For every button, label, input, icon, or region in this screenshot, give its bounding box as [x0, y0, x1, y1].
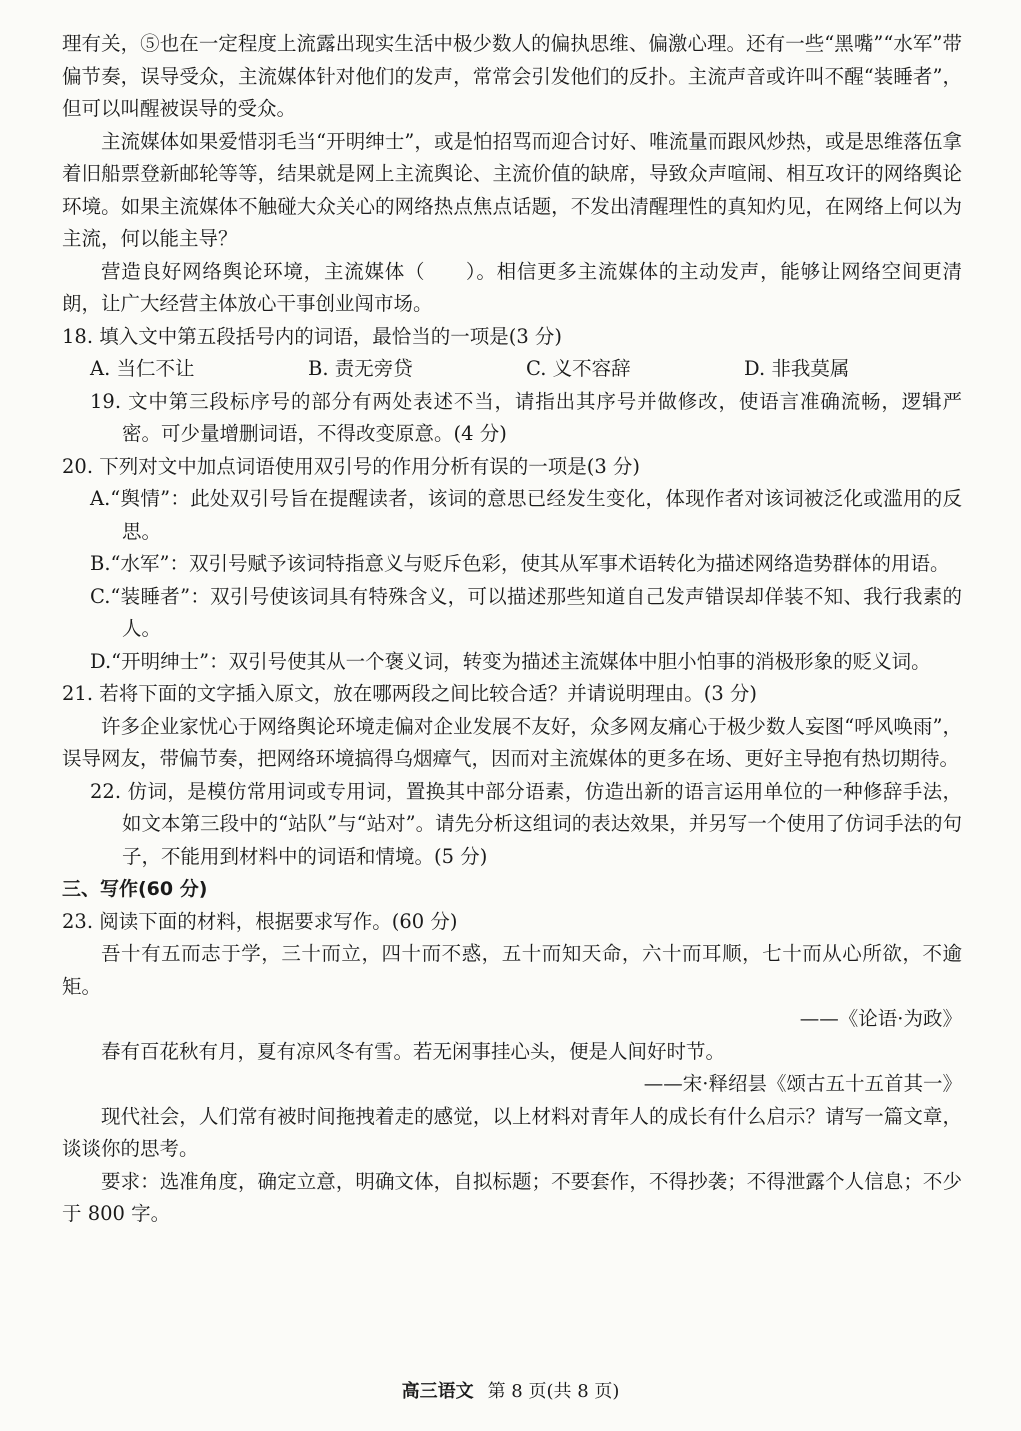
writing-requirements: 要求：选准角度，确定立意，明确文体，自拟标题；不要套作，不得抄袭；不得泄露个人信息；不少于 800 字。	[62, 1169, 962, 1225]
footer-subject: 高三语文	[401, 1381, 474, 1402]
question-20-option-d: D.“开明绅士”：双引号使其从一个褒义词，转变为描述主流媒体中胆小怕事的消极形象的贬义词。	[90, 649, 931, 673]
writing-prompt: 现代社会，人们常有被时间拖拽着走的感觉，以上材料对青年人的成长有什么启示？请写一篇文章，谈谈你的思考。	[62, 1104, 962, 1160]
option-d: D. 非我莫属	[744, 357, 850, 380]
material-source-1: ——《论语·为政》	[799, 1007, 962, 1030]
question-20-option-c: C.“装睡者”：双引号使该词具有特殊含义，可以描述那些知道自己发声错误却佯装不知、我行我素的人。	[90, 584, 962, 640]
option-c: C. 义不容辞	[526, 357, 631, 380]
question-23-stem: 23. 阅读下面的材料，根据要求写作。(60 分)	[62, 909, 458, 933]
question-21-insert-text: 许多企业家忧心于网络舆论环境走偏对企业发展不友好，众多网友痛心于极少数人妄图“呼风唤雨”，误导网友，带偏节奏，把网络环境搞得乌烟瘴气，因而对主流媒体的更多在场、更好主导抱有热切期待。	[62, 714, 962, 770]
question-19-stem: 19. 文中第三段标序号的部分有两处表述不当，请指出其序号并做修改，使语言准确流畅，逻辑严密。可少量增删词语，不得改变原意。(4 分)	[90, 389, 962, 445]
material-source-2: ——宋·释绍昙《颂古五十五首其一》	[643, 1072, 962, 1095]
question-18-stem: 18. 填入文中第五段括号内的词语，最恰当的一项是(3 分)	[62, 324, 563, 348]
page-content	[62, 28, 962, 1231]
option-a: A. 当仁不让	[90, 357, 195, 380]
material-quote-1: 吾十有五而志于学，三十而立，四十而不惑，五十而知天命，六十而耳顺，七十而从心所欲，不逾矩。	[62, 942, 962, 998]
page-footer	[0, 1377, 1021, 1403]
material-quote-2: 春有百花秋有月，夏有凉风冬有雪。若无闲事挂心头，便是人间好时节。	[101, 1039, 726, 1063]
question-22-stem: 22. 仿词，是模仿常用词或专用词，置换其中部分语素，仿造出新的语言运用单位的一种修辞手法，如文本第三段中的“站队”与“站对”。请先分析这组词的表达效果，并另写一个使用了仿词手法的句子，不能用到材料中的词语和情境。(5 分)	[90, 779, 962, 868]
question-20-option-a: A.“舆情”：此处双引号旨在提醒读者，该词的意思已经发生变化，体现作者对该词被泛化或滥用的反思。	[90, 487, 962, 543]
question-20-option-b: B.“水军”：双引号赋予该词特指意义与贬斥色彩，使其从军事术语转化为描述网络造势群体的用语。	[90, 552, 950, 575]
question-21-stem: 21. 若将下面的文字插入原文，放在哪两段之间比较合适？并请说明理由。(3 分)	[62, 682, 758, 705]
passage-paragraph: 营造良好网络舆论环境，主流媒体（ ）。相信更多主流媒体的主动发声，能够让网络空间更清朗，让广大经营主体放心干事创业闯市场。	[62, 259, 962, 315]
footer-page-number: 第 8 页(共 8 页)	[487, 1381, 620, 1402]
passage-paragraph: 理有关，⑤也在一定程度上流露出现实生活中极少数人的偏执思维、偏激心理。还有一些“黑嘴”“水军”带偏节奏，误导受众，主流媒体针对他们的发声，常常会引发他们的反扑。主流声音或许叫不醒“装睡者”，但可以叫醒被误导的受众。	[62, 32, 962, 120]
question-20-stem: 20. 下列对文中加点词语使用双引号的作用分析有误的一项是(3 分)	[62, 454, 641, 478]
question-18-options	[62, 353, 962, 386]
passage-paragraph: 主流媒体如果爱惜羽毛当“开明绅士”，或是怕招骂而迎合讨好、唯流量而跟风炒热，或是思维落伍拿着旧船票登新邮轮等等，结果就是网上主流舆论、主流价值的缺席，导致众声喧闹、相互攻讦的网络舆论环境。如果主流媒体不触碰大众关心的网络热点焦点话题，不发出清醒理性的真知灼见，在网络上何以为主流，何以能主导？	[62, 129, 962, 250]
section-heading-writing: 三、写作(60 分)	[62, 878, 208, 900]
option-b: B. 责无旁贷	[308, 357, 413, 380]
